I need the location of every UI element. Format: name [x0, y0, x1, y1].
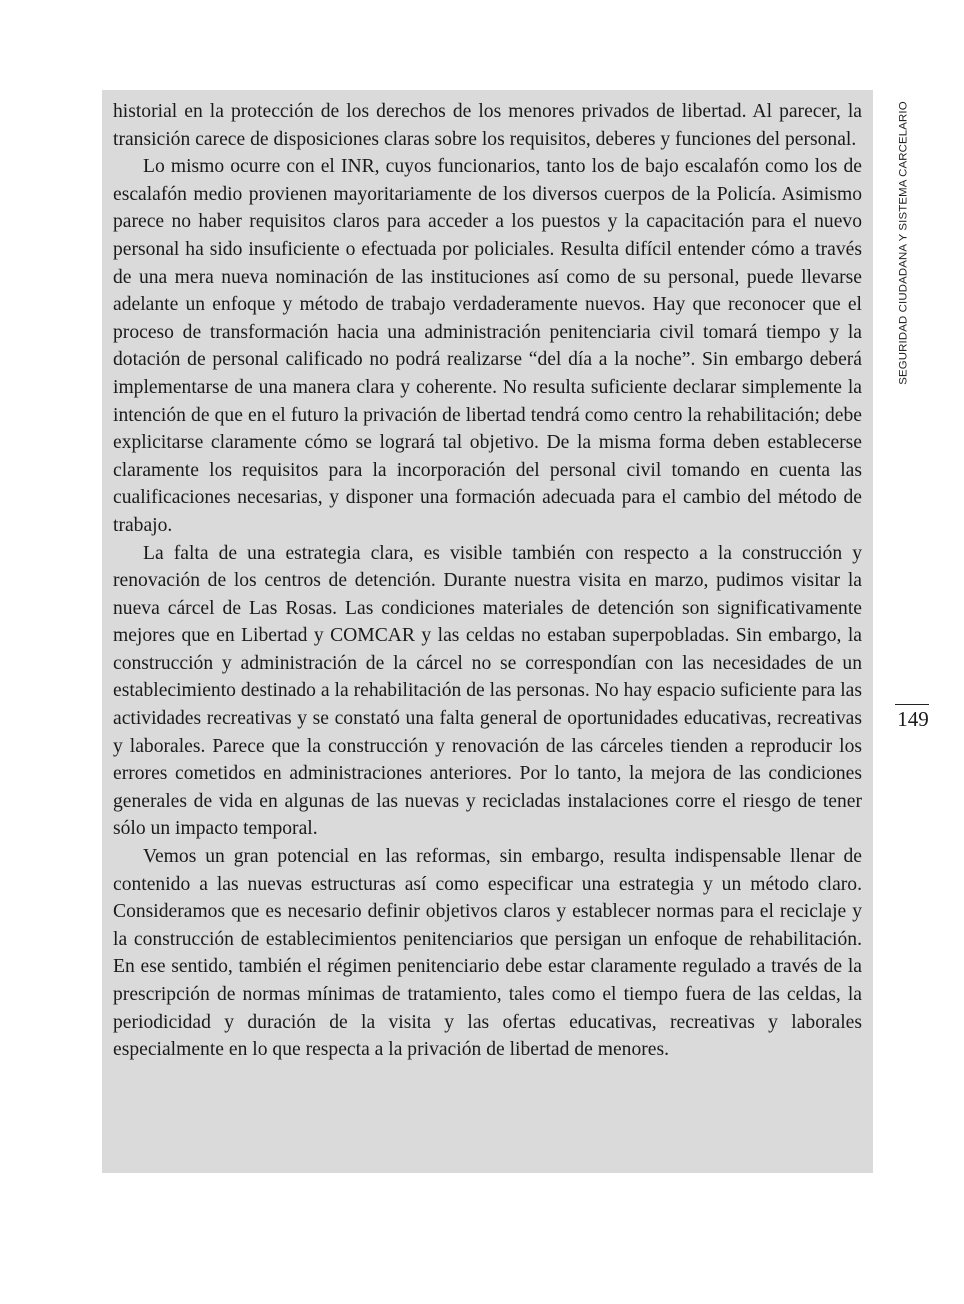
paragraph-continuation: historial en la protección de los derechos de los menores privados de libertad. Al parecer, la transición carece de disposiciones claras sobre los requisitos, deberes y funciones del personal. [113, 101, 862, 150]
paragraph-inr-personnel: Lo mismo ocurre con el INR, cuyos funcionarios, tanto los de bajo escalafón como los de escalafón medio provienen mayoritariamente de los diversos cuerpos de la Policía. Asimismo parece no haber requisitos claros para acceder a los puestos y la capacitación para el nuevo personal ha sido insuficiente o efectuada por policiales. Resulta difícil entender cómo a través de una mera nueva nominación de las instituciones así como de su personal, puede llevarse adelante un enfoque y método de trabajo verdaderamente nuevos. Hay que reconocer que el proceso de transformación hacia una administración penitenciaria civil tomará tiempo y la dotación de personal calificado no podrá realizarse “del día a la noche”. Sin embargo deberá implementarse de una manera clara y coherente. No resulta suficiente declarar simplemente la intención de que en el futuro la privación de libertad tendrá como centro la rehabilitación; debe explicitarse claramente cómo se logrará tal objetivo. De la misma forma deben establecerse claramente los requisitos para la incorporación del personal civil tomando en cuenta las cualificaciones necesarias, y disponer una formación adecuada para el cambio del método de trabajo. [113, 156, 862, 536]
page-number: 149 [897, 707, 929, 731]
paragraph-reform-potential: Vemos un gran potencial en las reformas, sin embargo, resulta indispensable llenar de contenido a las nuevas estructuras así como especificar una estrategia y un método claro. Consideramos que es necesario definir objetivos claros y establecer normas para el reciclaje y la construcción de establecimientos penitenciarios que persigan un enfoque de rehabilitación. En ese sentido, también el régimen penitenciario debe estar claramente regulado a través de la prescripción de normas mínimas de tratamiento, tales como el tiempo fuera de las celdas, la periodicidad y duración de la visita y las ofertas educativas, recreativas y laborales especialmente en lo que respecta a la privación de libertad de menores. [113, 846, 862, 1061]
running-header-vertical [896, 100, 912, 385]
page-number-rule [895, 704, 929, 705]
body-text-box [102, 90, 873, 1173]
paragraph-construction-strategy: La falta de una estrategia clara, es visible también con respecto a la construcción y renovación de los centros de detención. Durante nuestra visita en marzo, pudimos visitar la nueva cárcel de Las Rosas. Las condiciones materiales de detención son significativamente mejores que en Libertad y COMCAR y las celdas no estaban superpobladas. Sin embargo, la construcción y administración de la cárcel no se correspondían con las necesidades de un establecimiento destinado a la rehabilitación de las personas. No hay espacio suficiente para las actividades recreativas y se constató una falta general de oportunidades educativas, recreativas y laborales. Parece que la construcción y renovación de las cárceles tienden a reproducir los errores cometidos en administraciones anteriores. Por lo tanto, la mejora de las condiciones generales de vida en algunas de las nuevas y recicladas instalaciones corre el riesgo de tener sólo un impacto temporal. [113, 542, 862, 840]
running-header-text: SEGURIDAD CIUDADANA Y SISTEMA CARCELARIO [898, 100, 911, 385]
